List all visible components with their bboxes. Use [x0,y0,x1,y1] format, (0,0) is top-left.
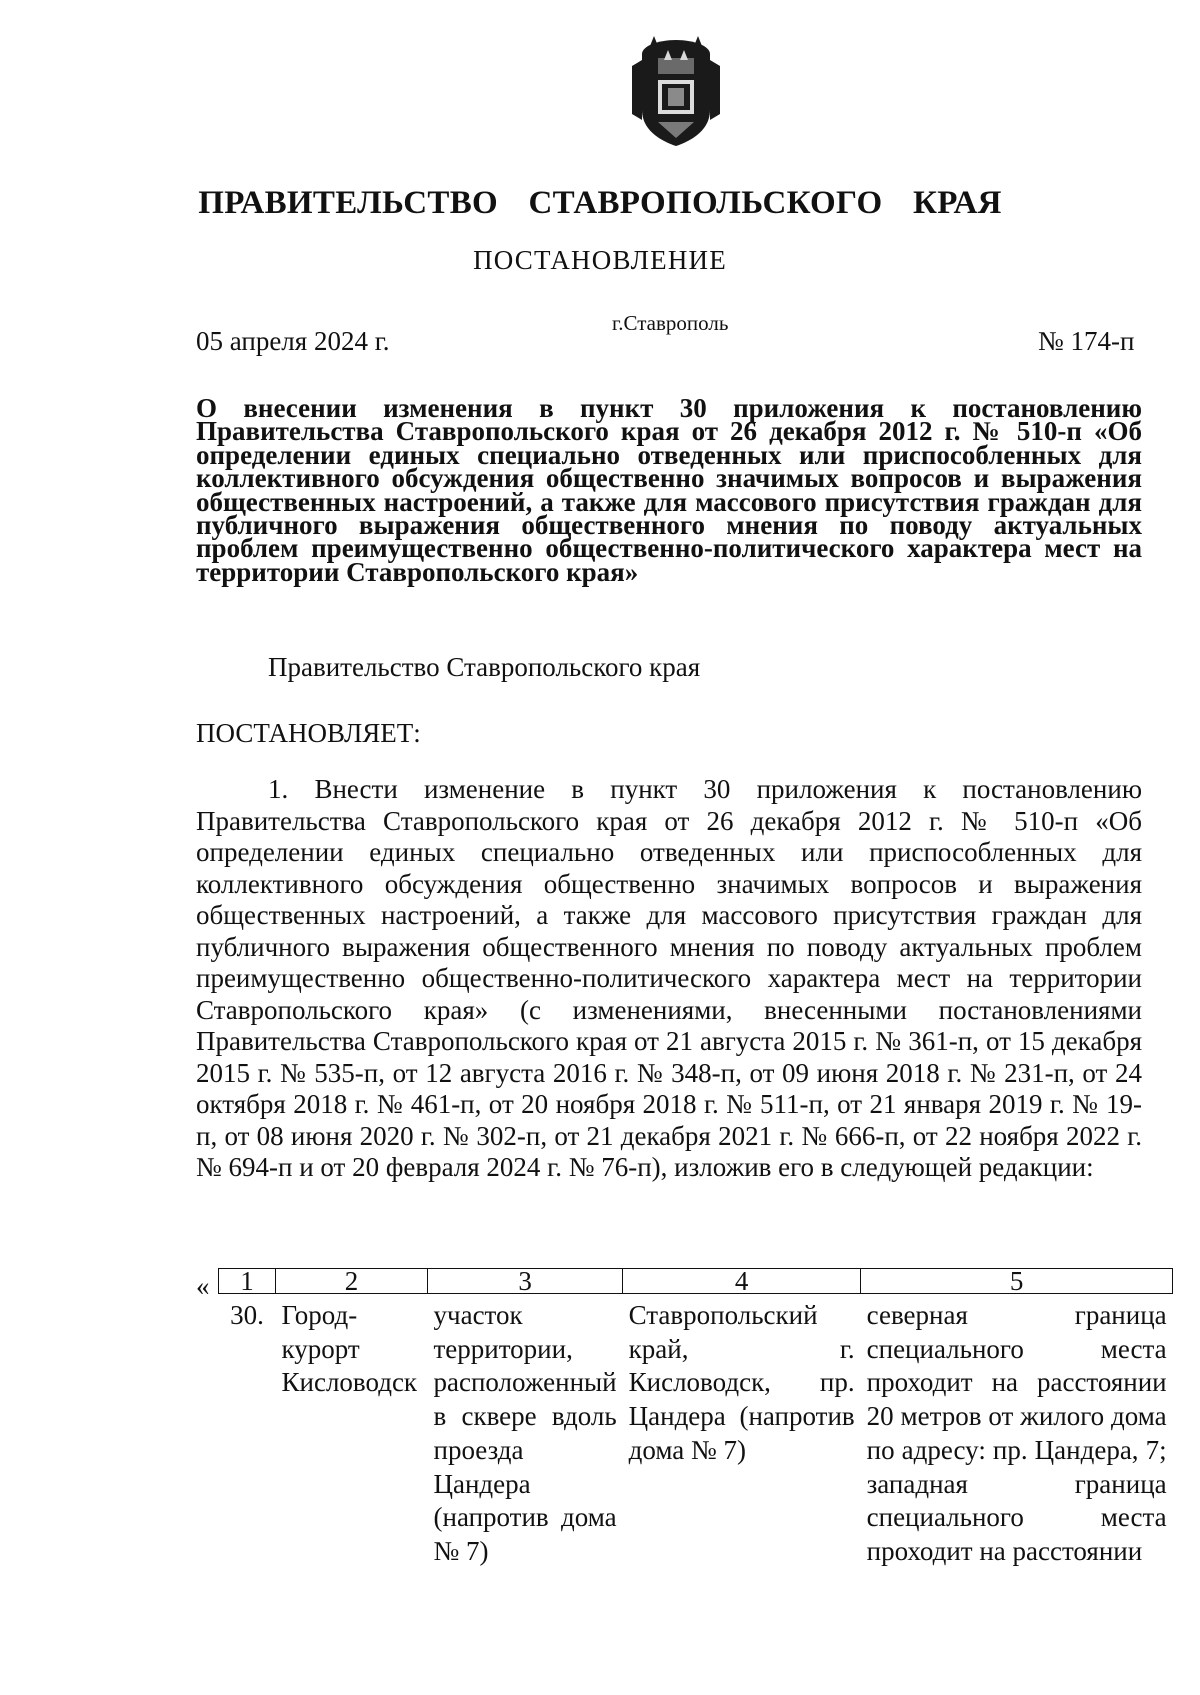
table-header-row [219,1269,1173,1294]
document-subject: О внесении изменения в пункт 30 приложения к постановлению Правительства Ставропольского края от 26 декабря 2012 г. № 510-п «Об определении единых специально отведенных или приспособленных для коллективного обсуждения общественно значимых вопросов и выражения общественных настроений, а также для массового присутствия граждан для публичного выражения общественного мнения по поводу актуальных проблем преимущественно общественно-политического характера мест на территории Ставропольского края» [196,393,1142,587]
paragraph-1: 1. Внести изменение в пункт 30 приложения к постановлению Правительства Ставропольского края от 26 декабря 2012 г. № 510-п «Об определении единых специально отведенных или приспособленных для коллективного обсуждения общественно значимых вопросов и выражения общественных настроений, а также для массового присутствия граждан для публичного выражения общественного мнения по поводу актуальных проблем преимущественно общественно-политического характера мест на территории Ставропольского края» (с изменениями, внесенными постановлениями Правительства Ставропольского края от 21 августа 2015 г. № 361-п, от 15 декабря 2015 г. № 535-п, от 12 августа 2016 г. № 348-п, от 09 июня 2018 г. № 231-п, от 24 октября 2018 г. № 461-п, от 20 ноября 2018 г. № 511-п, от 21 января 2019 г. № 19-п, от 08 июня 2020 г. № 302-п, от 21 декабря 2021 г. № 666-п, от 22 ноября 2022 г. № 694-п и от 20 февраля 2024 г. № 76-п), изложив его в следующей редакции: [196,774,1142,1182]
table-cell-address: Ставропольский край, г. Кисловодск, пр. Цандера (напротив дома № 7) [628,1300,855,1465]
document-type: ПОСТАНОВЛЕНИЕ [473,245,727,275]
table-cell-place: участок территории, расположенный в сквере вдоль проезда Цандера (напротив дома № 7) [433,1300,617,1566]
document-date: 05 апреля 2024 г. [196,326,390,356]
table-header-cell: 2 [276,1269,428,1294]
places-table [218,1268,1173,1569]
document-city: г.Ставрополь [612,311,729,335]
organization-title: ПРАВИТЕЛЬСТВО СТАВРОПОЛЬСКОГО КРАЯ [198,185,1002,221]
table-row [219,1294,1173,1569]
table-header-cell: 5 [861,1269,1173,1294]
document-number: № 174-п [1038,326,1135,356]
preamble: Правительство Ставропольского края [268,652,701,682]
table-cell-number: 30. [230,1300,264,1330]
coat-of-arms-emblem [628,36,724,148]
table-cell-boundaries: северная граница специального места проходит на расстоянии 20 метров от жилого дома по адресу: пр. Цандера, 7; западная граница специального места проходит на расстоянии [866,1300,1167,1566]
table-header-cell: 1 [219,1269,276,1294]
resolves-heading: ПОСТАНОВЛЯЕТ: [196,718,421,748]
table-header-cell: 4 [623,1269,861,1294]
table-header-cell: 3 [428,1269,623,1294]
table-open-quote: « [196,1271,210,1301]
table-cell-municipality: Город-курорт Кисловодск [281,1300,418,1398]
